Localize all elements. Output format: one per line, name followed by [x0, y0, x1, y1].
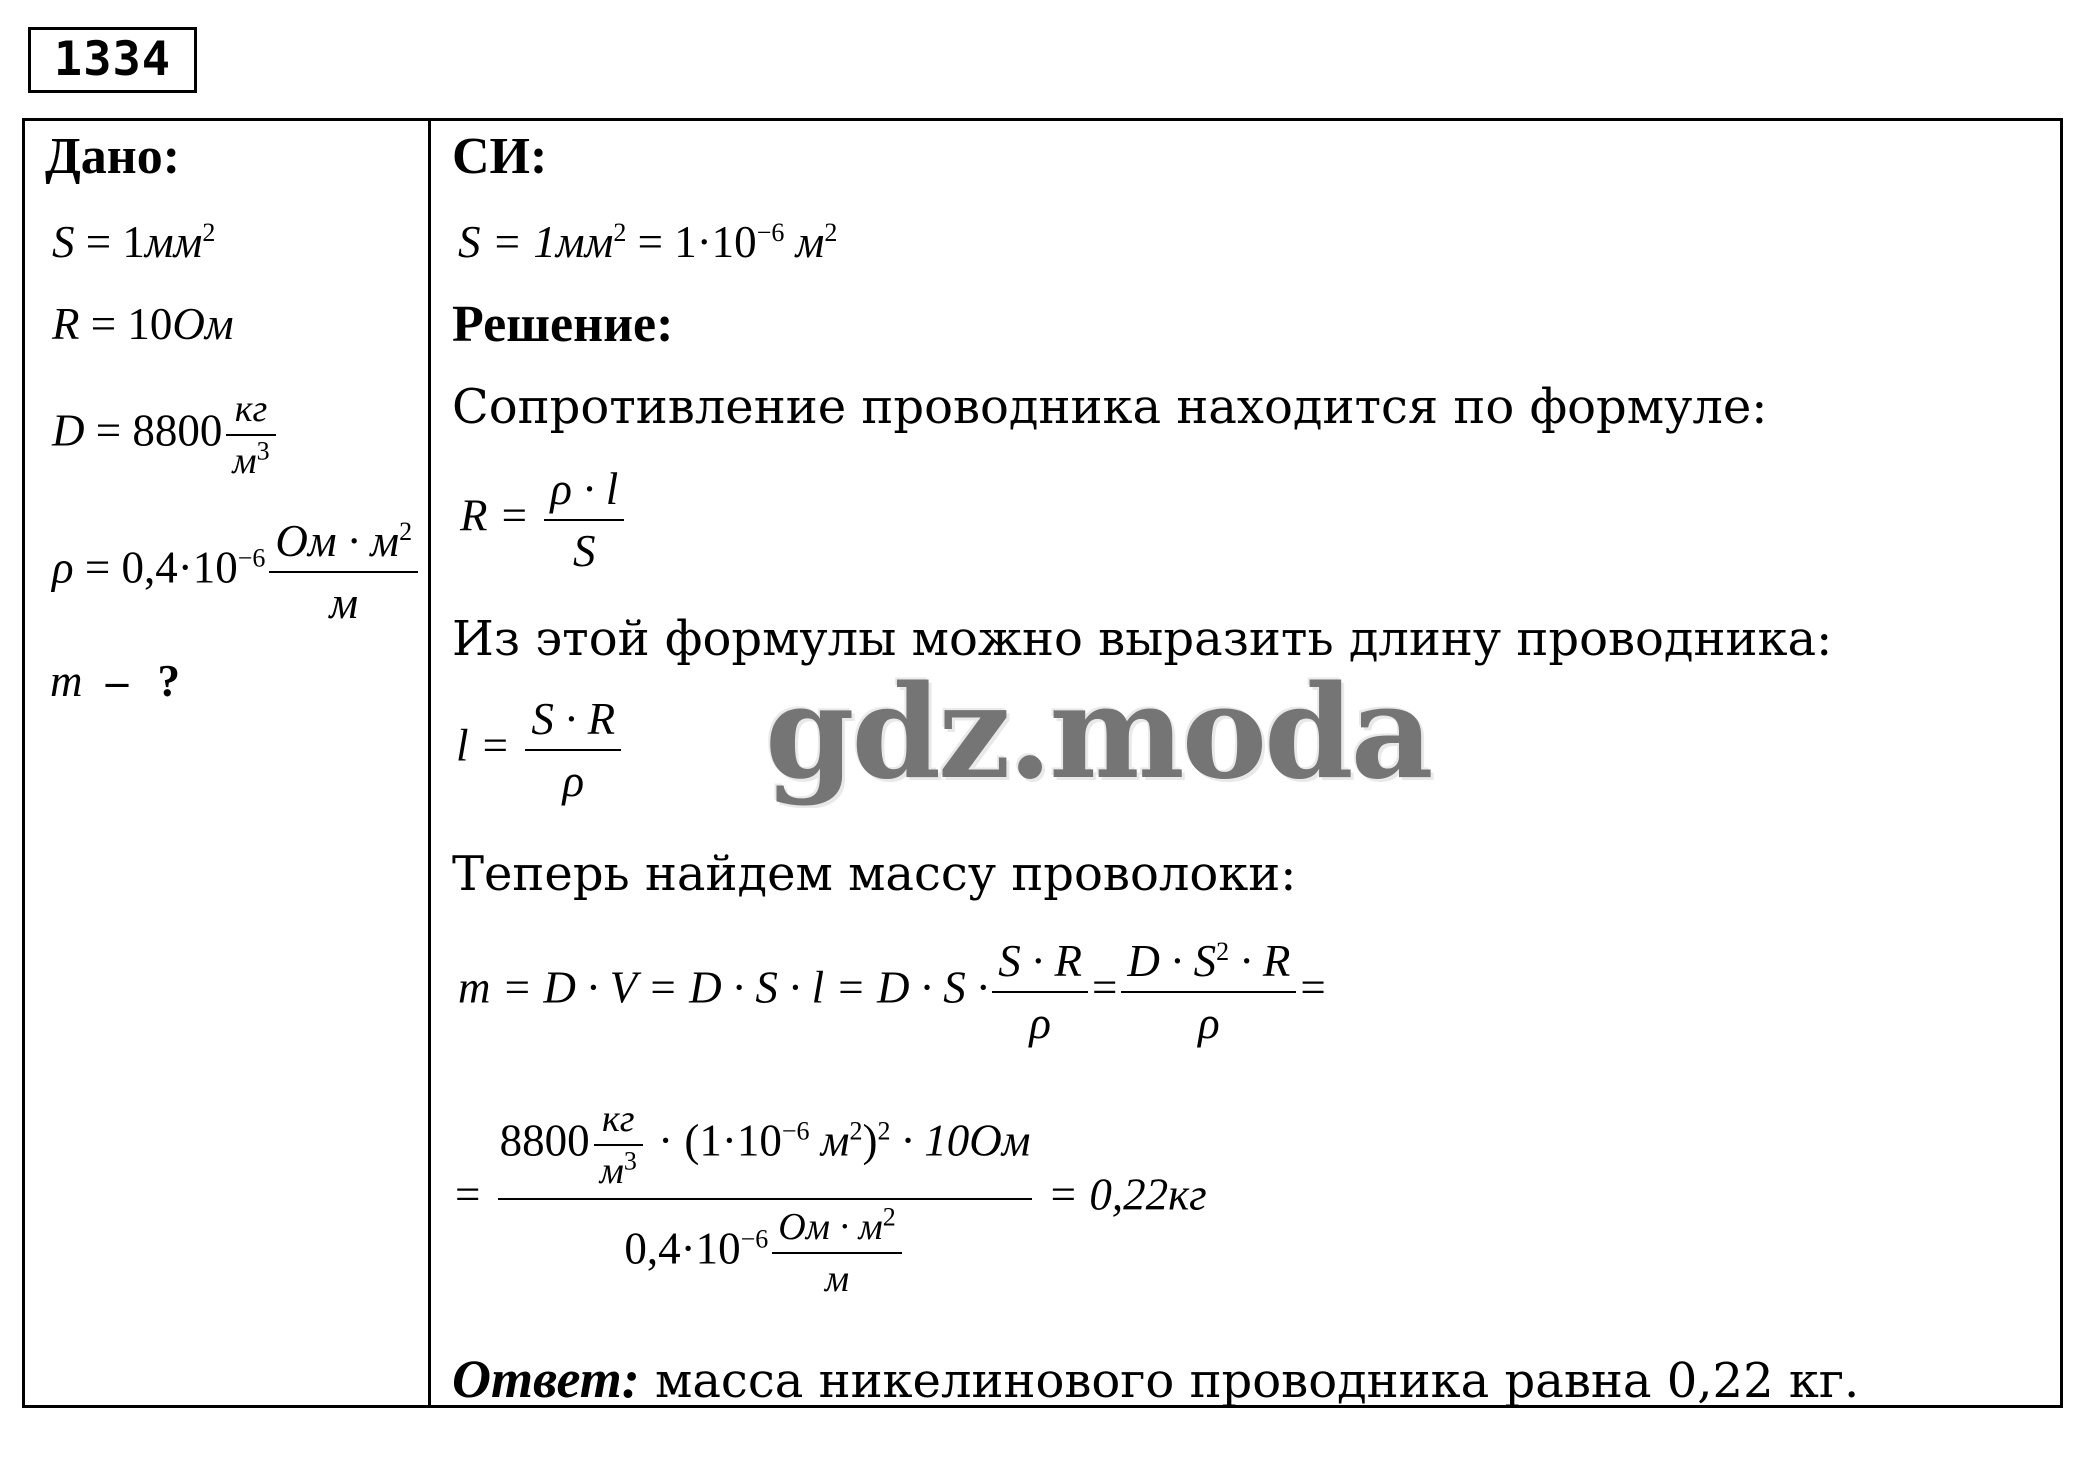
solution-text-2: Из этой формулы можно выразить длину проводника: [452, 611, 1833, 667]
solution-text-3: Теперь найдем массу проволоки: [452, 846, 1297, 902]
solution-header: Решение: [452, 296, 674, 353]
given-rho: $\rho = 0,4\cdot 10^{-6}$ Ом · $м^2$ м [52, 515, 422, 629]
column-divider [428, 118, 431, 1408]
formula-resistance: R = $\frac{\rho \cdot l}{S}$ [460, 463, 628, 577]
given-find: m – ? [50, 656, 180, 706]
formula-calculation: = 8800 кг $м^3$ · ($1\cdot 10^{-6}$ $м^2)^2 \cdot 10Ом$ $0,4\cdot 10^{-6}$ Ом · $м^2$ м = 0,22кг [455, 1098, 1207, 1300]
formula-mass: m = D · V = D · S · l = D · S · $\frac{S \cdot R}{\rho}$ = $\frac{D \cdot S^2 \cdot R}{\rho}$ = [458, 936, 1326, 1048]
given-header: Дано: [45, 128, 181, 185]
answer-label: Ответ: [452, 1349, 640, 1409]
watermark: gdz.moda [765, 658, 1431, 808]
si-header: СИ: [452, 128, 548, 185]
si-line: $S = 1мм^2 = 1\cdot 10^{-6}$ $м^2$ [458, 217, 838, 267]
problem-number: 1334 [28, 27, 197, 93]
solution-text-1: Сопротивление проводника находится по формуле: [452, 379, 1768, 435]
answer-text: масса никелинового проводника равна 0,22 кг. [639, 1353, 1860, 1409]
given-s: $S = 1мм^2$ [52, 217, 216, 267]
formula-length: l = $\frac{S \cdot R}{\rho}$ [456, 693, 625, 807]
given-d: D = 8800 кг $м^3$ [52, 388, 280, 482]
given-r: R = 10Ом [52, 299, 234, 349]
answer-line [452, 1350, 1859, 1411]
